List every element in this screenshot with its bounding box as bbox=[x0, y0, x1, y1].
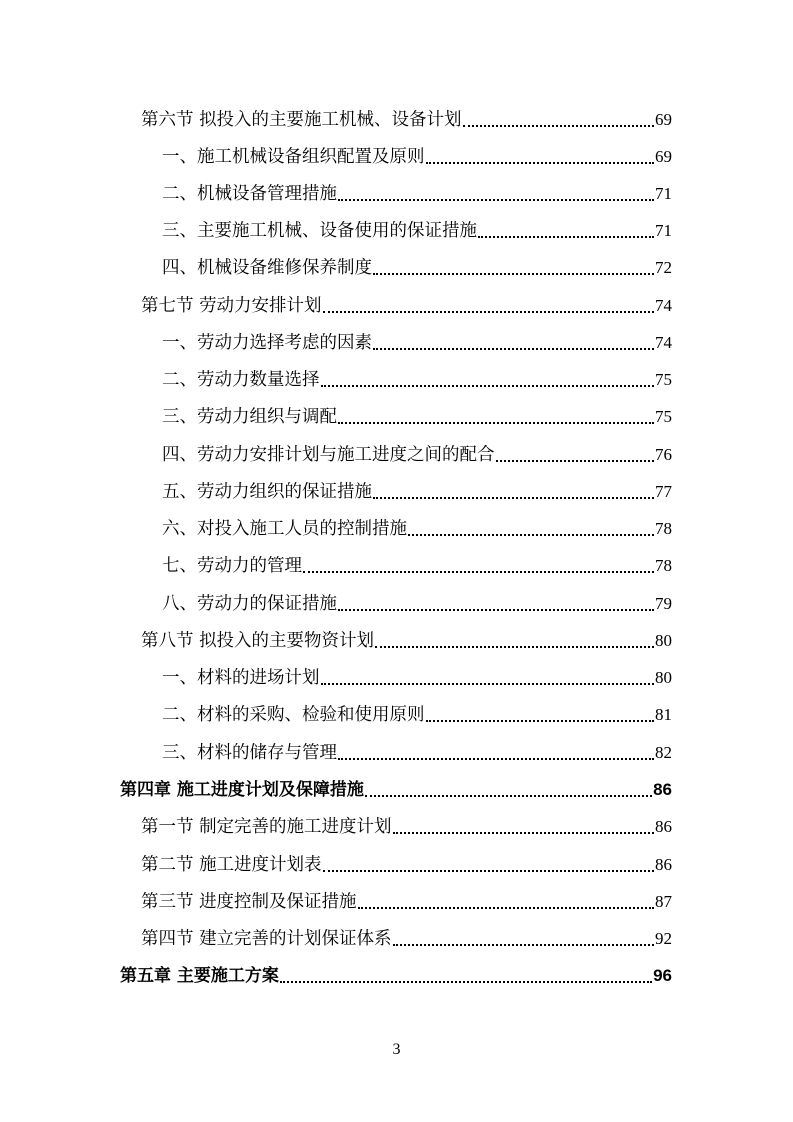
toc-entry[interactable] bbox=[162, 145, 672, 169]
dot-leader bbox=[280, 981, 652, 983]
dot-leader bbox=[323, 311, 654, 313]
dot-leader bbox=[338, 422, 654, 424]
dot-leader bbox=[373, 348, 654, 350]
toc-entry[interactable] bbox=[141, 927, 672, 951]
dot-leader bbox=[496, 460, 655, 462]
toc-entry-page: 96 bbox=[653, 966, 672, 985]
dot-leader bbox=[373, 273, 654, 275]
toc-entry-page: 92 bbox=[655, 929, 672, 948]
toc-entry[interactable] bbox=[141, 108, 672, 132]
dot-leader bbox=[426, 720, 655, 722]
dot-leader bbox=[321, 385, 655, 387]
toc-entry-label: 第五章 主要施工方案 bbox=[120, 966, 279, 986]
dot-leader bbox=[393, 832, 654, 834]
toc-entry-page: 75 bbox=[655, 370, 672, 389]
toc-entry-label: 八、劳动力的保证措施 bbox=[162, 594, 337, 614]
dot-leader bbox=[338, 199, 654, 201]
toc-entry[interactable] bbox=[162, 703, 672, 727]
toc-entry[interactable] bbox=[162, 443, 672, 467]
toc-entry-label: 四、劳动力安排计划与施工进度之间的配合 bbox=[162, 445, 495, 465]
toc-entry-page: 71 bbox=[655, 184, 672, 203]
toc-entry-page: 86 bbox=[655, 817, 672, 836]
toc-entry[interactable] bbox=[162, 256, 672, 280]
toc-entry[interactable] bbox=[162, 741, 672, 765]
dot-leader bbox=[393, 944, 654, 946]
toc-entry[interactable] bbox=[162, 331, 672, 355]
toc-entry-label: 第七节 劳动力安排计划 bbox=[141, 296, 322, 316]
toc-entry-page: 77 bbox=[655, 482, 672, 501]
toc-entry[interactable] bbox=[141, 853, 672, 877]
toc-entry-label: 五、劳动力组织的保证措施 bbox=[162, 482, 372, 502]
toc-entry-page: 76 bbox=[655, 445, 672, 464]
toc-entry[interactable] bbox=[162, 219, 672, 243]
dot-leader bbox=[321, 683, 655, 685]
toc-entry[interactable] bbox=[141, 890, 672, 914]
toc-entry-label: 七、劳动力的管理 bbox=[162, 556, 302, 576]
dot-leader bbox=[373, 497, 654, 499]
page-number: 3 bbox=[392, 1041, 401, 1058]
toc-entry-page: 78 bbox=[655, 519, 672, 538]
toc-entry-label: 第二节 施工进度计划表 bbox=[141, 855, 322, 875]
toc-entry-page: 86 bbox=[653, 780, 672, 799]
dot-leader bbox=[408, 534, 654, 536]
toc-entry[interactable] bbox=[162, 517, 672, 541]
toc-entry-page: 71 bbox=[655, 221, 672, 240]
toc-entry-label: 第三节 进度控制及保证措施 bbox=[141, 892, 357, 912]
toc-entry-label: 二、机械设备管理措施 bbox=[162, 184, 337, 204]
toc-entry-label: 四、机械设备维修保养制度 bbox=[162, 258, 372, 278]
toc-entry-page: 69 bbox=[655, 147, 672, 166]
toc-entry-page: 87 bbox=[655, 892, 672, 911]
dot-leader bbox=[323, 870, 654, 872]
toc-entry-page: 79 bbox=[655, 594, 672, 613]
toc-entry-label: 二、材料的采购、检验和使用原则 bbox=[162, 705, 425, 725]
toc-entry-label: 第八节 拟投入的主要物资计划 bbox=[141, 631, 375, 651]
toc-entry[interactable] bbox=[141, 294, 672, 318]
toc-entry-page: 80 bbox=[655, 668, 672, 687]
toc-entry[interactable] bbox=[162, 480, 672, 504]
toc-entry-page: 75 bbox=[655, 407, 672, 426]
dot-leader bbox=[463, 125, 654, 127]
toc-entry-page: 78 bbox=[655, 556, 672, 575]
toc-entry-label: 二、劳动力数量选择 bbox=[162, 370, 320, 390]
toc-entry-page: 74 bbox=[655, 333, 672, 352]
toc-entry-label: 三、主要施工机械、设备使用的保证措施 bbox=[162, 221, 477, 241]
toc-entry-page: 81 bbox=[655, 705, 672, 724]
toc-entry-label: 第四节 建立完善的计划保证体系 bbox=[141, 929, 392, 949]
dot-leader bbox=[358, 907, 654, 909]
toc-entry[interactable] bbox=[162, 592, 672, 616]
dot-leader bbox=[338, 609, 654, 611]
toc-entry-page: 72 bbox=[655, 258, 672, 277]
dot-leader bbox=[478, 236, 654, 238]
toc-entry[interactable] bbox=[162, 368, 672, 392]
toc-entry[interactable] bbox=[162, 405, 672, 429]
toc-entry-page: 74 bbox=[655, 296, 672, 315]
toc-chapter-entry[interactable] bbox=[120, 964, 672, 988]
toc-chapter-entry[interactable] bbox=[120, 778, 672, 802]
toc-entry[interactable] bbox=[141, 815, 672, 839]
toc-entry[interactable] bbox=[162, 182, 672, 206]
toc-entry[interactable] bbox=[141, 629, 672, 653]
toc-entry-label: 一、施工机械设备组织配置及原则 bbox=[162, 147, 425, 167]
dot-leader bbox=[338, 758, 654, 760]
toc-entry-label: 一、材料的进场计划 bbox=[162, 668, 320, 688]
toc-entry-label: 第六节 拟投入的主要施工机械、设备计划 bbox=[141, 110, 462, 130]
toc-entry-label: 第四章 施工进度计划及保障措施 bbox=[120, 780, 364, 800]
toc-entry[interactable] bbox=[162, 666, 672, 690]
toc-entry[interactable] bbox=[162, 554, 672, 578]
dot-leader bbox=[426, 162, 655, 164]
toc-entry-page: 80 bbox=[655, 631, 672, 650]
dot-leader bbox=[375, 646, 654, 648]
toc-entry-label: 三、材料的储存与管理 bbox=[162, 743, 337, 763]
toc-entry-page: 86 bbox=[655, 855, 672, 874]
toc-entry-label: 六、对投入施工人员的控制措施 bbox=[162, 519, 407, 539]
toc-entry-label: 三、劳动力组织与调配 bbox=[162, 407, 337, 427]
toc-entry-page: 82 bbox=[655, 743, 672, 762]
toc-entry-page: 69 bbox=[655, 110, 672, 129]
dot-leader bbox=[303, 571, 654, 573]
dot-leader bbox=[365, 795, 652, 797]
toc-entry-label: 一、劳动力选择考虑的因素 bbox=[162, 333, 372, 353]
toc-entry-label: 第一节 制定完善的施工进度计划 bbox=[141, 817, 392, 837]
